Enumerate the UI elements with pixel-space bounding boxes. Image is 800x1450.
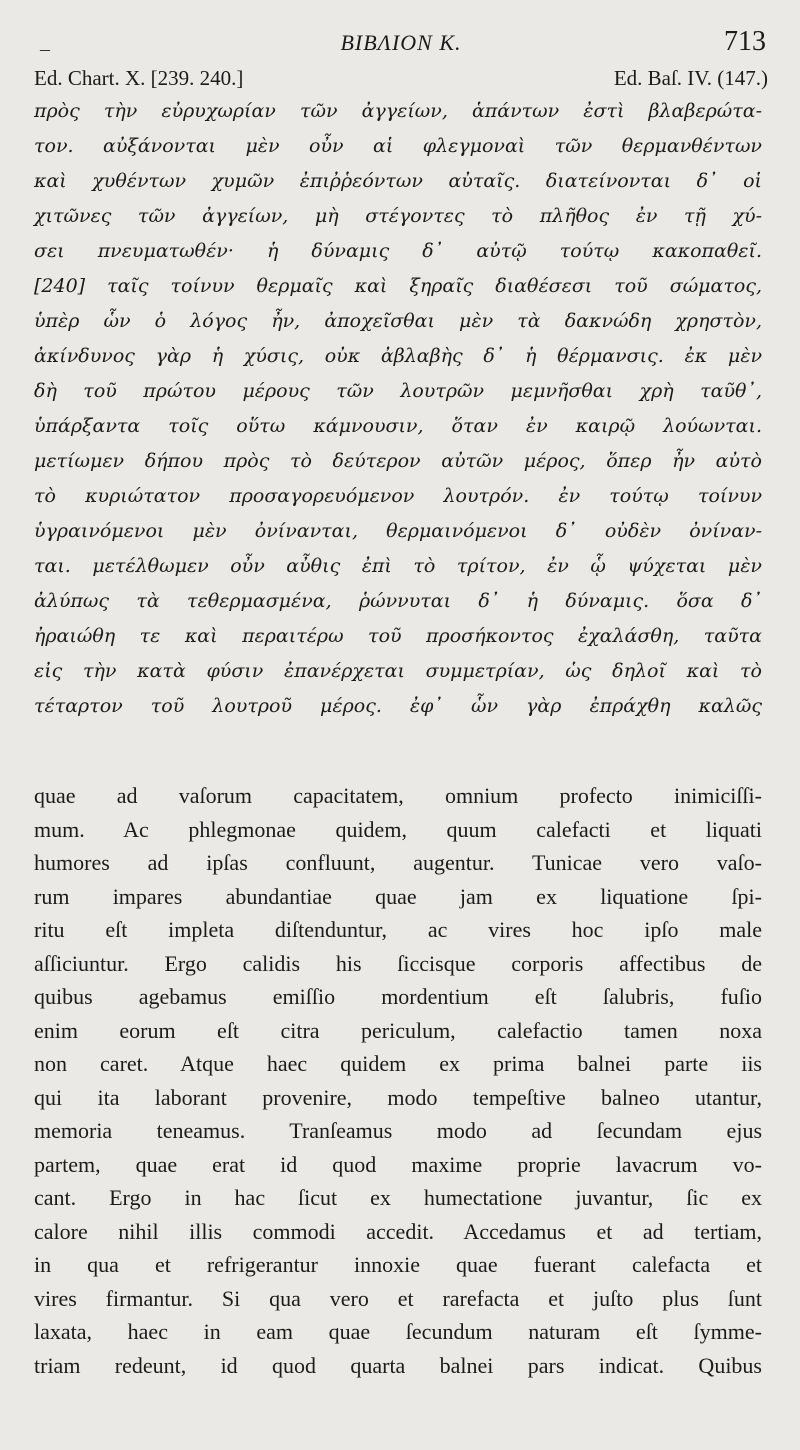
greek-text-line: πρὸς τὴν εὐρυχωρίαν τῶν ἀγγείων, ἁπάντων ἐστὶ βλαβερώτα- xyxy=(34,100,762,122)
latin-text-line: mum. Ac phlegmonae quidem, quum calefacti et liquati xyxy=(34,816,762,842)
greek-text-line: ὑπάρξαντα τοῖς οὕτω κάμνουσιν, ὅταν ἐν καιρῷ λούωνται. xyxy=(34,415,762,437)
latin-text-line: enim eorum eſt citra periculum, calefactio tamen noxa xyxy=(34,1017,762,1043)
latin-text-line: partem, quae erat id quod maxime proprie lavacrum vo- xyxy=(34,1151,762,1177)
latin-text-line: quae ad vaſorum capacitatem, omnium profecto inimiciſſi- xyxy=(34,783,762,808)
page-number: 713 xyxy=(724,26,766,57)
edition-chartier: Ed. Chart. X. [239. 240.] xyxy=(34,66,244,90)
greek-text-line: καὶ χυθέντων χυμῶν ἐπιῤῥεόντων αὐταῖς. διατείνονται δ᾽ οἱ xyxy=(34,170,762,192)
latin-text-line: rum impares abundantiae quae jam ex liquatione ſpi- xyxy=(34,883,762,909)
latin-text-line: calore nihil illis commodi accedit. Accedamus et ad tertiam, xyxy=(34,1218,762,1244)
greek-text-line: ὑγραινόμενοι μὲν ὀνίνανται, θερμαινόμενοι δ᾽ οὐδὲν ὀνίναν- xyxy=(34,520,762,542)
greek-text-line: τὸ κυριώτατον προσαγορευόμενον λουτρόν. ἐν τούτῳ τοίνυν xyxy=(34,485,762,507)
edition-basel: Ed. Baſ. IV. (147.) xyxy=(613,66,768,90)
book-title: BIBΛΙΟΝ K. xyxy=(340,30,462,55)
latin-text-line: memoria teneamus. Tranſeamus modo ad ſecundam ejus xyxy=(34,1118,762,1143)
greek-text-line: τέταρτον τοῦ λουτροῦ μέρος. ἐφ᾽ ὧν γὰρ ἐπράχθη καλῶς xyxy=(34,695,762,717)
greek-text-line: τον. αὐξάνονται μὲν οὖν αἱ φλεγμοναὶ τῶν θερμανθέντων xyxy=(34,135,762,157)
latin-text-line: laxata, haec in eam quae ſecundum naturam eſt ſymme- xyxy=(34,1319,762,1344)
greek-text-line: ἀλύπως τὰ τεθερμασμένα, ῥώννυται δ᾽ ἡ δύναμις. ὅσα δ᾽ xyxy=(34,590,762,612)
running-head xyxy=(34,0,768,58)
latin-text-line: qui ita laborant provenire, modo tempeſtive balneo utantur, xyxy=(34,1084,762,1110)
latin-text-line: cant. Ergo in hac ſicut ex humectatione juvantur, ſic ex xyxy=(34,1185,762,1210)
header-dash: – xyxy=(40,38,50,60)
latin-text-line: vires firmantur. Si qua vero et rarefacta et juſto plus ſunt xyxy=(34,1285,762,1311)
greek-text-line: μετίωμεν δήπου πρὸς τὸ δεύτερον αὐτῶν μέρος, ὅπερ ἦν αὐτὸ xyxy=(34,450,762,472)
greek-text-line: [240] ταῖς τοίνυν θερμαῖς καὶ ξηραῖς διαθέσεσι τοῦ σώματος, xyxy=(34,275,762,297)
latin-text-line: triam redeunt, id quod quarta balnei pars indicat. Quibus xyxy=(34,1352,762,1378)
greek-text-line: ἀκίνδυνος γὰρ ἡ χύσις, οὐκ ἀβλαβὴς δ᾽ ἡ θέρμανσις. ἐκ μὲν xyxy=(34,345,762,367)
latin-text-line: aſſiciuntur. Ergo calidis his ſiccisque corporis affectibus de xyxy=(34,950,762,976)
greek-text-block xyxy=(34,94,768,724)
greek-text-line: ἠραιώθη τε καὶ περαιτέρω τοῦ προσήκοντος ἐχαλάσθη, ταῦτα xyxy=(34,625,762,647)
latin-text-line: in qua et refrigerantur innoxie quae fuerant calefacta et xyxy=(34,1252,762,1277)
greek-text-line: ὑπὲρ ὧν ὁ λόγος ἦν, ἀποχεῖσθαι μὲν τὰ δακνώδη χρηστὸν, xyxy=(34,310,762,332)
latin-text-line: non caret. Atque haec quidem ex prima balnei parte iis xyxy=(34,1051,762,1076)
greek-text-line: σει πνευματωθέν· ἡ δύναμις δ᾽ αὐτῷ τούτῳ κακοπαθεῖ. xyxy=(34,240,762,262)
latin-text-block xyxy=(34,779,768,1382)
greek-text-line: ται. μετέλθωμεν οὖν αὖθις ἐπὶ τὸ τρίτον, ἐν ᾧ ψύχεται μὲν xyxy=(34,555,762,577)
greek-text-line: χιτῶνες τῶν ἀγγείων, μὴ στέγοντες τὸ πλῆθος ἐν τῇ χύ- xyxy=(34,205,762,227)
latin-text-line: ritu eſt impleta diſtenduntur, ac vires hoc ipſo male xyxy=(34,917,762,942)
latin-text-line: quibus agebamus emiſſio mordentium eſt ſalubris, fuſio xyxy=(34,984,762,1009)
edition-reference-line xyxy=(34,62,768,94)
greek-text-line: δὴ τοῦ πρώτου μέρους τῶν λουτρῶν μεμνῆσθαι χρὴ ταῦθ᾽, xyxy=(34,380,762,402)
greek-text-line: εἰς τὴν κατὰ φύσιν ἐπανέρχεται συμμετρίαν, ὡς δηλοῖ καὶ τὸ xyxy=(34,660,762,682)
latin-text-line: humores ad ipſas confluunt, augentur. Tunicae vero vaſo- xyxy=(34,850,762,875)
